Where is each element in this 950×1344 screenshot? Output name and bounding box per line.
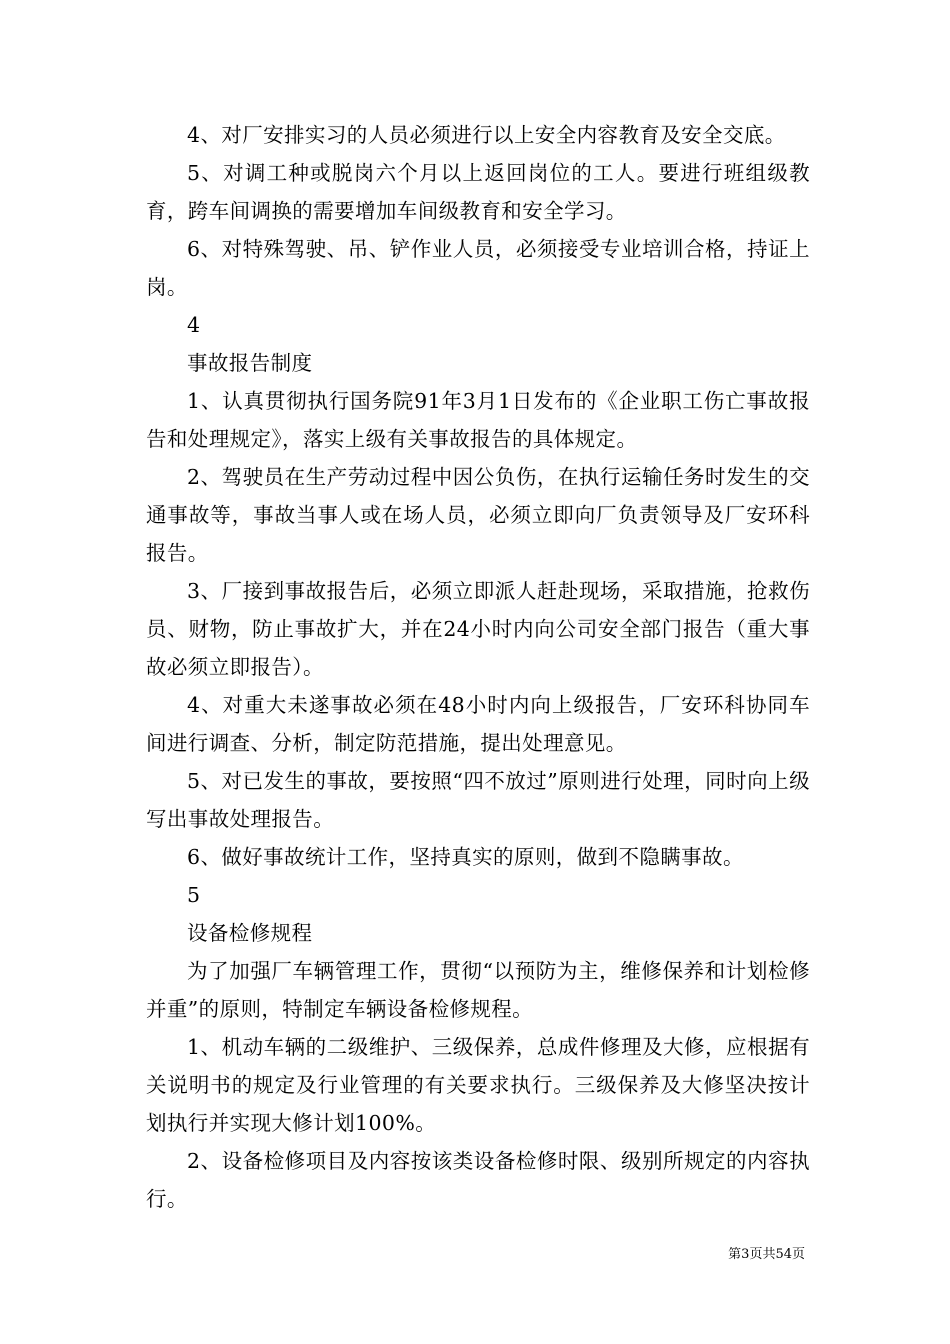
section-number-5: 5 [187, 883, 201, 907]
paragraph-accident-3: 3、厂接到事故报告后，必须立即派人赶赴现场，采取措施，抢救伤员、财物，防止事故扩大，并在24小时内向公司安全部门报告（重大事故必须立即报告）。 [146, 579, 810, 679]
paragraph-maintenance-1: 1、机动车辆的二级维护、三级保养，总成件修理及大修，应根据有关说明书的规定及行业管理的有关要求执行。三级保养及大修坚决按计划执行并实现大修计划100%。 [146, 1035, 810, 1135]
paragraph-training-6: 6、对特殊驾驶、吊、铲作业人员，必须接受专业培训合格，持证上岗。 [146, 237, 810, 299]
paragraph-accident-6: 6、做好事故统计工作，坚持真实的原则，做到不隐瞒事故。 [187, 845, 744, 869]
paragraph-training-5: 5、对调工种或脱岗六个月以上返回岗位的工人。要进行班组级教育，跨车间调换的需要增加车间级教育和安全学习。 [146, 161, 810, 223]
section-number-4: 4 [187, 313, 201, 337]
paragraph-accident-1: 1、认真贯彻执行国务院91年3月1日发布的《企业职工伤亡事故报告和处理规定》，落实上级有关事故报告的具体规定。 [146, 389, 810, 451]
paragraph-accident-4: 4、对重大未遂事故必须在48小时内向上级报告，厂安环科协同车间进行调查、分析，制定防范措施，提出处理意见。 [146, 693, 810, 755]
document-body [146, 116, 810, 1218]
section-title-maintenance: 设备检修规程 [187, 921, 313, 945]
paragraph-accident-2: 2、驾驶员在生产劳动过程中因公负伤，在执行运输任务时发生的交通事故等，事故当事人或在场人员，必须立即向厂负责领导及厂安环科报告。 [146, 465, 810, 565]
page-number-footer: 第3页共54页 [728, 1247, 805, 1262]
paragraph-maintenance-2: 2、设备检修项目及内容按该类设备检修时限、级别所规定的内容执行。 [146, 1149, 810, 1211]
paragraph-maintenance-intro: 为了加强厂车辆管理工作，贯彻“以预防为主，维修保养和计划检修并重”的原则，特制定车辆设备检修规程。 [146, 959, 810, 1021]
section-title-accident-report: 事故报告制度 [187, 351, 313, 375]
paragraph-accident-5: 5、对已发生的事故，要按照“四不放过”原则进行处理，同时向上级写出事故处理报告。 [146, 769, 810, 831]
paragraph-training-4: 4、对厂安排实习的人员必须进行以上安全内容教育及安全交底。 [187, 123, 786, 147]
